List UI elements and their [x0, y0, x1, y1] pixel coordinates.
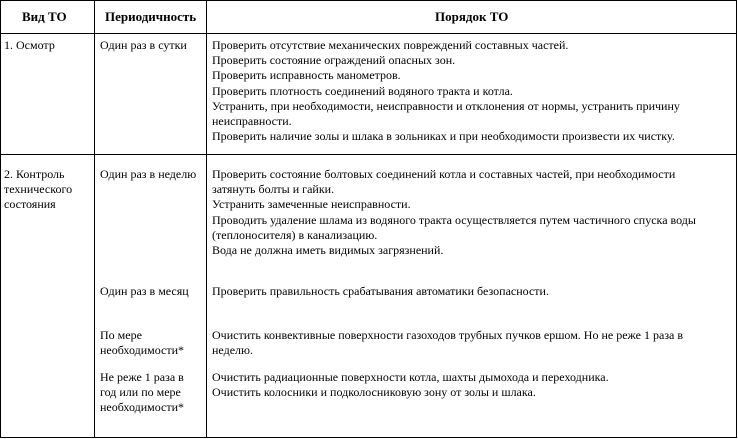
tasks-weekly: [212, 167, 696, 258]
tasks-yearly: [212, 370, 609, 400]
period-line: год или по мере: [100, 385, 181, 400]
task-line: Очистить радиационные поверхности котла, шахты дымохода и переходника.: [212, 370, 609, 384]
task-line: (теплоносителя) в канализацию.: [212, 227, 378, 242]
period-line: По мере: [100, 328, 142, 342]
period-line: необходимости*: [100, 400, 185, 415]
table-border-top: [0, 0, 737, 1]
task-line: Проверить состояние болтовых соединений котла и составных частей, при необходимости: [212, 167, 676, 181]
task-line: Проверить состояние ограждений опасных зон.: [212, 53, 456, 68]
tasks-monthly: [212, 284, 549, 299]
row1-tasks: [212, 38, 680, 144]
task-line: Проверить наличие золы и шлака в зольниках и при необходимости произвести их чистку.: [212, 129, 675, 144]
column-divider-2: [206, 0, 207, 438]
period-as-needed: [100, 328, 184, 358]
header-order: Порядок ТО: [435, 9, 509, 24]
row2-type-line: состояния: [4, 197, 56, 212]
period-line: необходимости*: [100, 343, 185, 358]
task-line: неисправности.: [212, 114, 292, 129]
task-line: Проверить отсутствие механических повреждений составных частей.: [212, 38, 569, 52]
task-line: Проверить исправность манометров.: [212, 68, 401, 83]
period-yearly: [100, 370, 184, 416]
header-divider: [0, 33, 737, 34]
row2-type: [4, 167, 72, 213]
period-line: Один раз в неделю: [100, 167, 197, 181]
tasks-as-needed: [212, 328, 683, 358]
row1-type-line: 1. Осмотр: [4, 38, 55, 52]
row1-period-line: Один раз в сутки: [100, 38, 187, 52]
header-period: Периодичность: [105, 9, 197, 24]
row2-type-line: 2. Контроль: [4, 167, 65, 181]
task-line: Очистить колосники и подколосниковую зону от золы и шлака.: [212, 385, 536, 400]
table-border-left: [0, 0, 1, 438]
period-line: Один раз в месяц: [100, 284, 189, 298]
task-line: неделю.: [212, 343, 253, 358]
column-divider-1: [94, 0, 95, 438]
period-line: Не реже 1 раза в: [100, 370, 184, 384]
row-divider: [0, 154, 737, 155]
task-line: Очистить конвективные поверхности газоходов трубных пучков ершом. Но не реже 1 раза в: [212, 328, 684, 342]
row1-period: [100, 38, 187, 53]
task-line: Вода не должна иметь видимых загрязнений.: [212, 243, 444, 258]
task-line: Проводить удаление шлама из водяного тракта осуществляется путем частичного спуска воды: [212, 212, 696, 227]
task-line: Устранить замеченные неисправности.: [212, 197, 411, 212]
table-border-bottom: [0, 437, 737, 438]
task-line: Проверить плотность соединений водяного тракта и котла.: [212, 83, 513, 98]
period-weekly: [100, 167, 196, 182]
header-type: Вид ТО: [22, 9, 67, 24]
row1-type: [4, 38, 55, 53]
table-border-right: [736, 0, 737, 438]
task-line: затянуть болты и гайки.: [212, 182, 335, 197]
task-line: Проверить правильность срабатывания автоматики безопасности.: [212, 284, 549, 298]
task-line: Устранить, при необходимости, неисправности и отклонения от нормы, устранить причину: [212, 98, 680, 113]
period-monthly: [100, 284, 189, 299]
row2-type-line: технического: [4, 182, 73, 197]
